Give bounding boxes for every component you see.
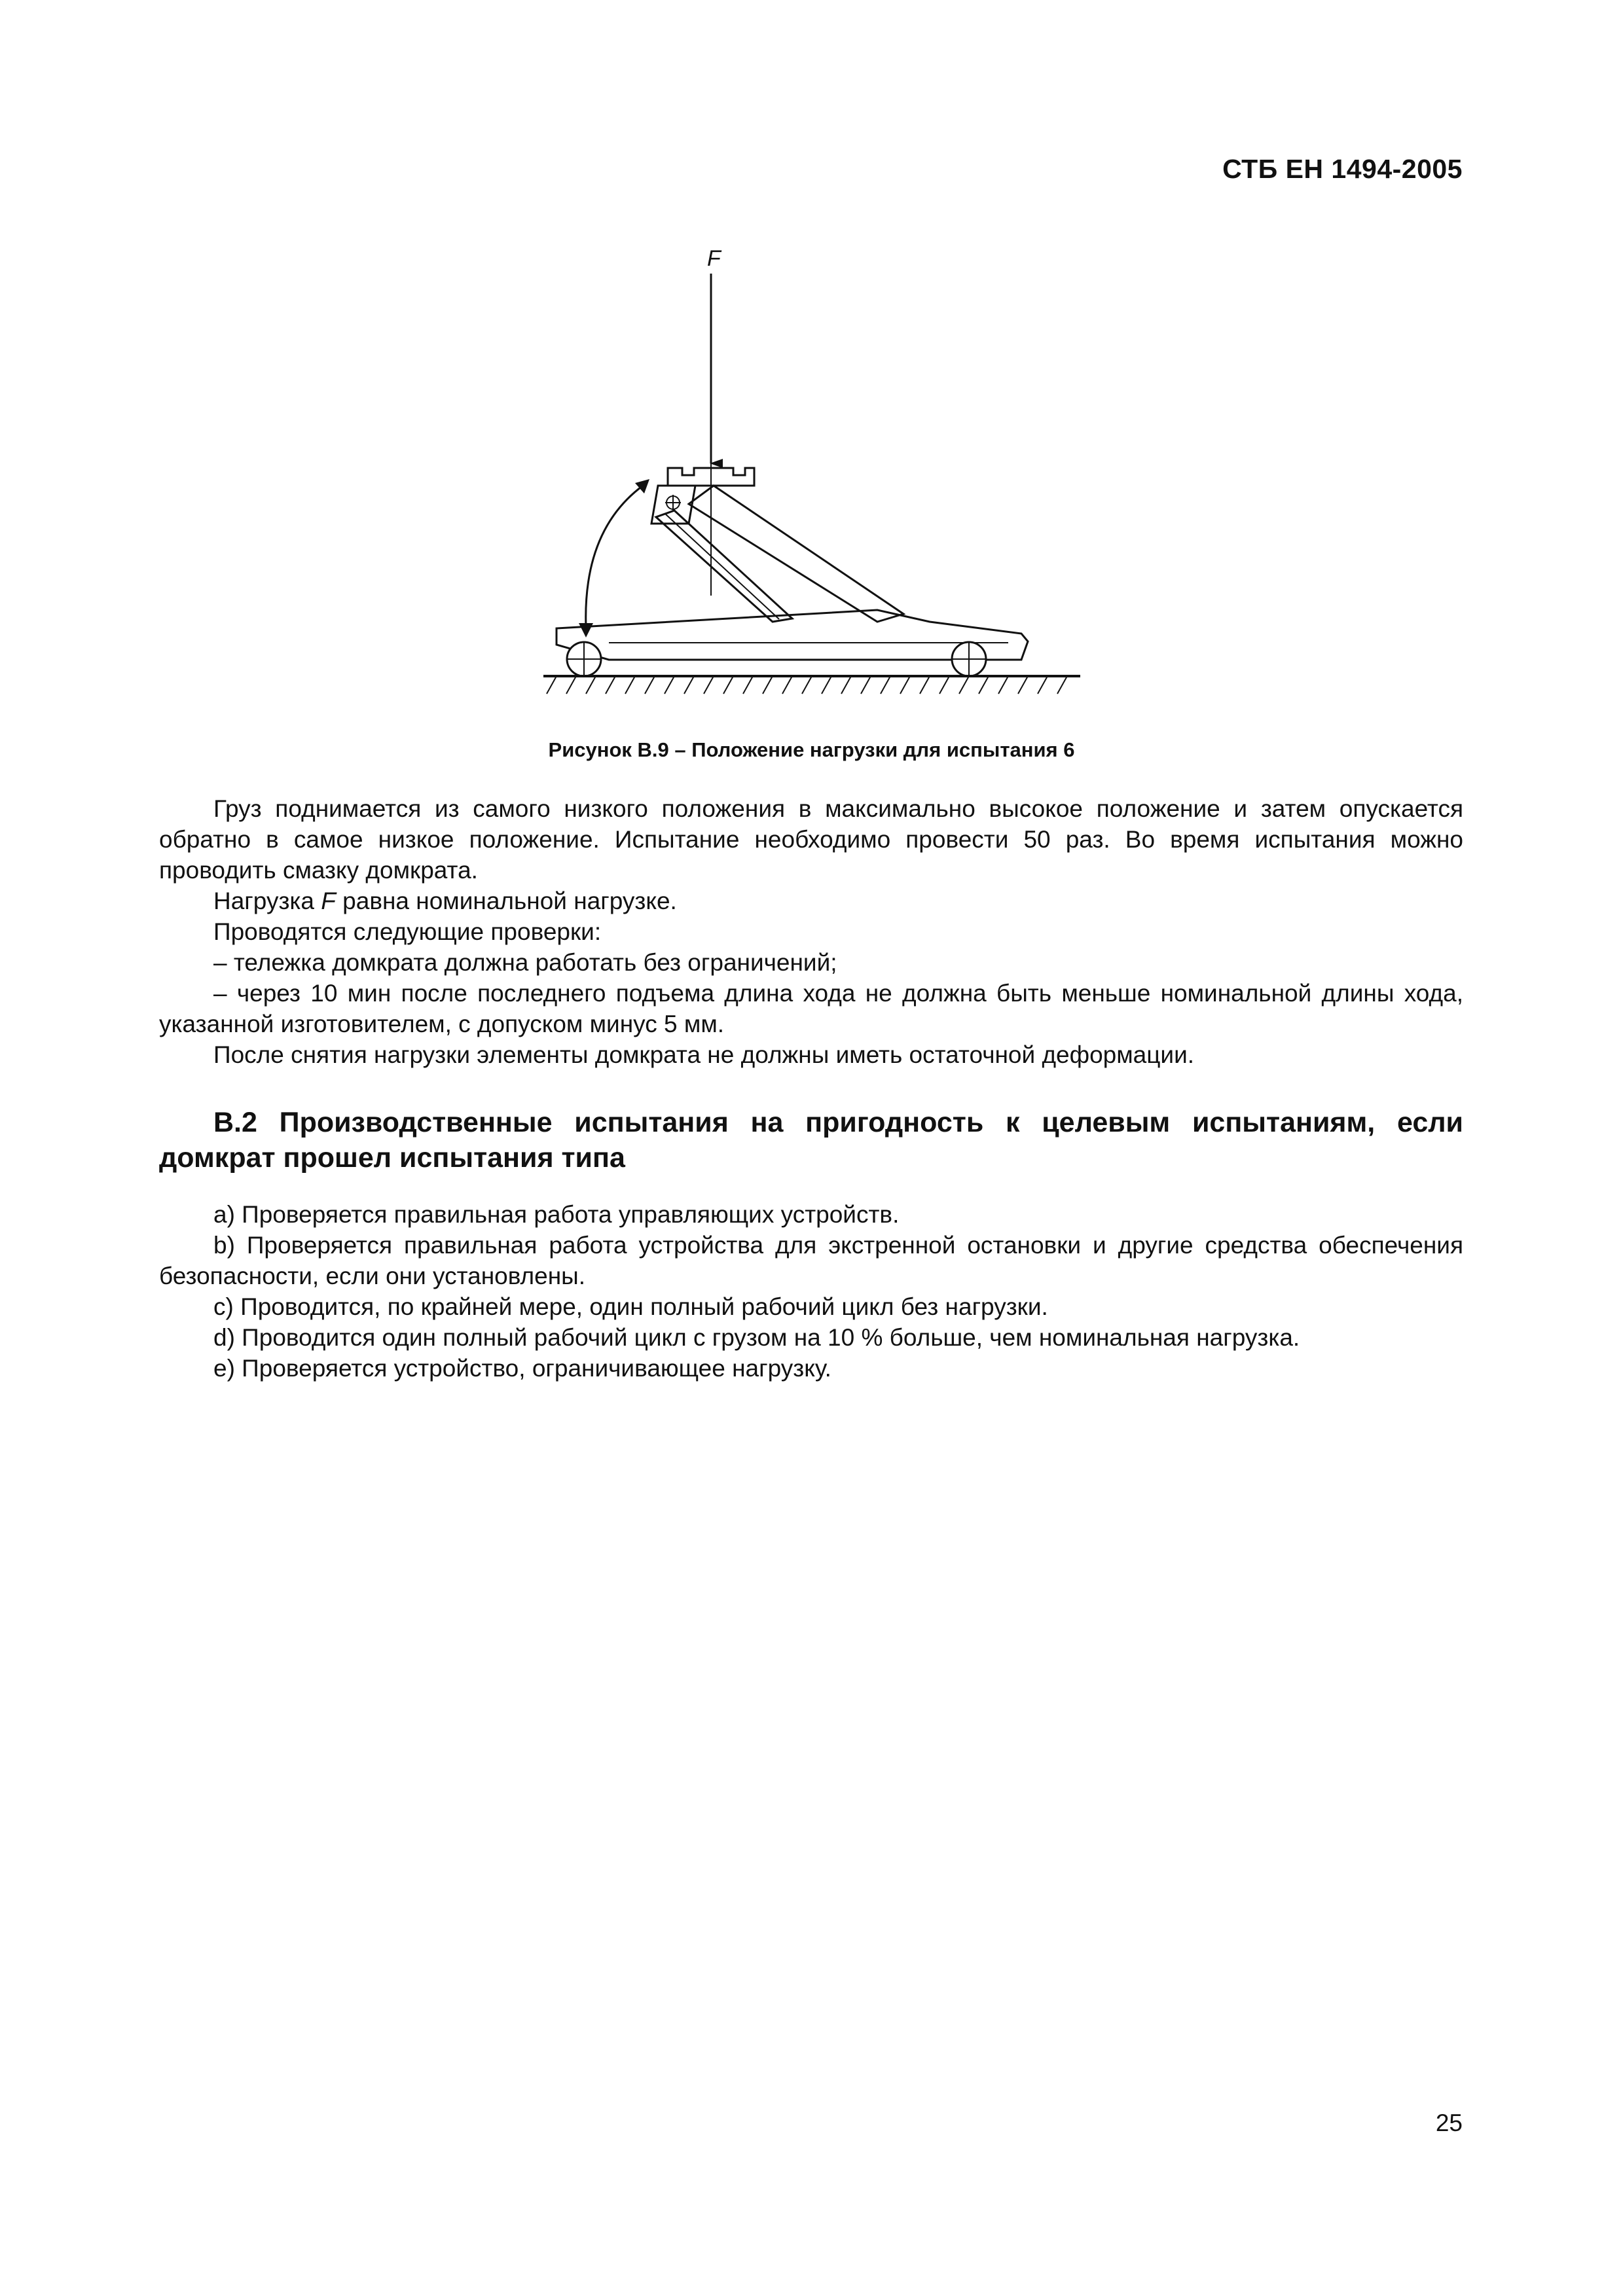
list-item-e: e) Проверяется устройство, ограничивающее нагрузку. — [213, 1355, 831, 1382]
list-item-check-2: – через 10 мин после последнего подъема длина хода не должна быть меньше номинальной длины хода, указанной изготовителем, с допуском минус 5 мм. — [159, 980, 1463, 1037]
jack-load-figure — [511, 242, 1100, 713]
list-item-a: a) Проверяется правильная работа управляющих устройств. — [213, 1201, 900, 1228]
paragraph-no-deformation: После снятия нагрузки элементы домкрата не должны иметь остаточной деформации. — [213, 1041, 1195, 1068]
list-item-b: b) Проверяется правильная работа устройства для экстренной остановки и другие средства обеспечения безопасности, если они установлены. — [159, 1232, 1463, 1289]
ground-hatching — [547, 676, 1067, 694]
paragraph-checks-intro: Проводятся следующие проверки: — [213, 918, 602, 945]
force-label: F — [707, 246, 721, 271]
section-b2-list — [159, 1199, 1463, 1384]
paragraph-load: Нагрузка F равна номинальной нагрузке. — [213, 888, 677, 914]
trolley-jack-diagram — [511, 242, 1100, 713]
paragraph-procedure: Груз поднимается из самого низкого положения в максимально высокое положение и затем опускается обратно в самое низкое положение. Испытание необходимо провести 50 раз. Во время испытания можно проводить смазку домкрата. — [159, 795, 1463, 884]
motion-arrowhead-bottom — [579, 623, 593, 637]
page-number: 25 — [1435, 2109, 1463, 2136]
motion-arc — [586, 486, 643, 627]
test-procedure-text — [159, 793, 1463, 1070]
list-item-check-1: – тележка домкрата должна работать без ограничений; — [213, 949, 837, 976]
section-heading-b2: В.2 Производственные испытания на пригодность к целевым испытаниям, если домкрат прошел испытания типа — [159, 1107, 1463, 1174]
list-item-d: d) Проводится один полный рабочий цикл с грузом на 10 % больше, чем номинальная нагрузка. — [213, 1324, 1300, 1351]
document-code: СТБ ЕН 1494-2005 — [1222, 154, 1463, 184]
figure-caption: Рисунок В.9 – Положение нагрузки для испытания 6 — [548, 738, 1075, 761]
list-item-c: c) Проводится, по крайней мере, один полный рабочий цикл без нагрузки. — [213, 1293, 1048, 1320]
